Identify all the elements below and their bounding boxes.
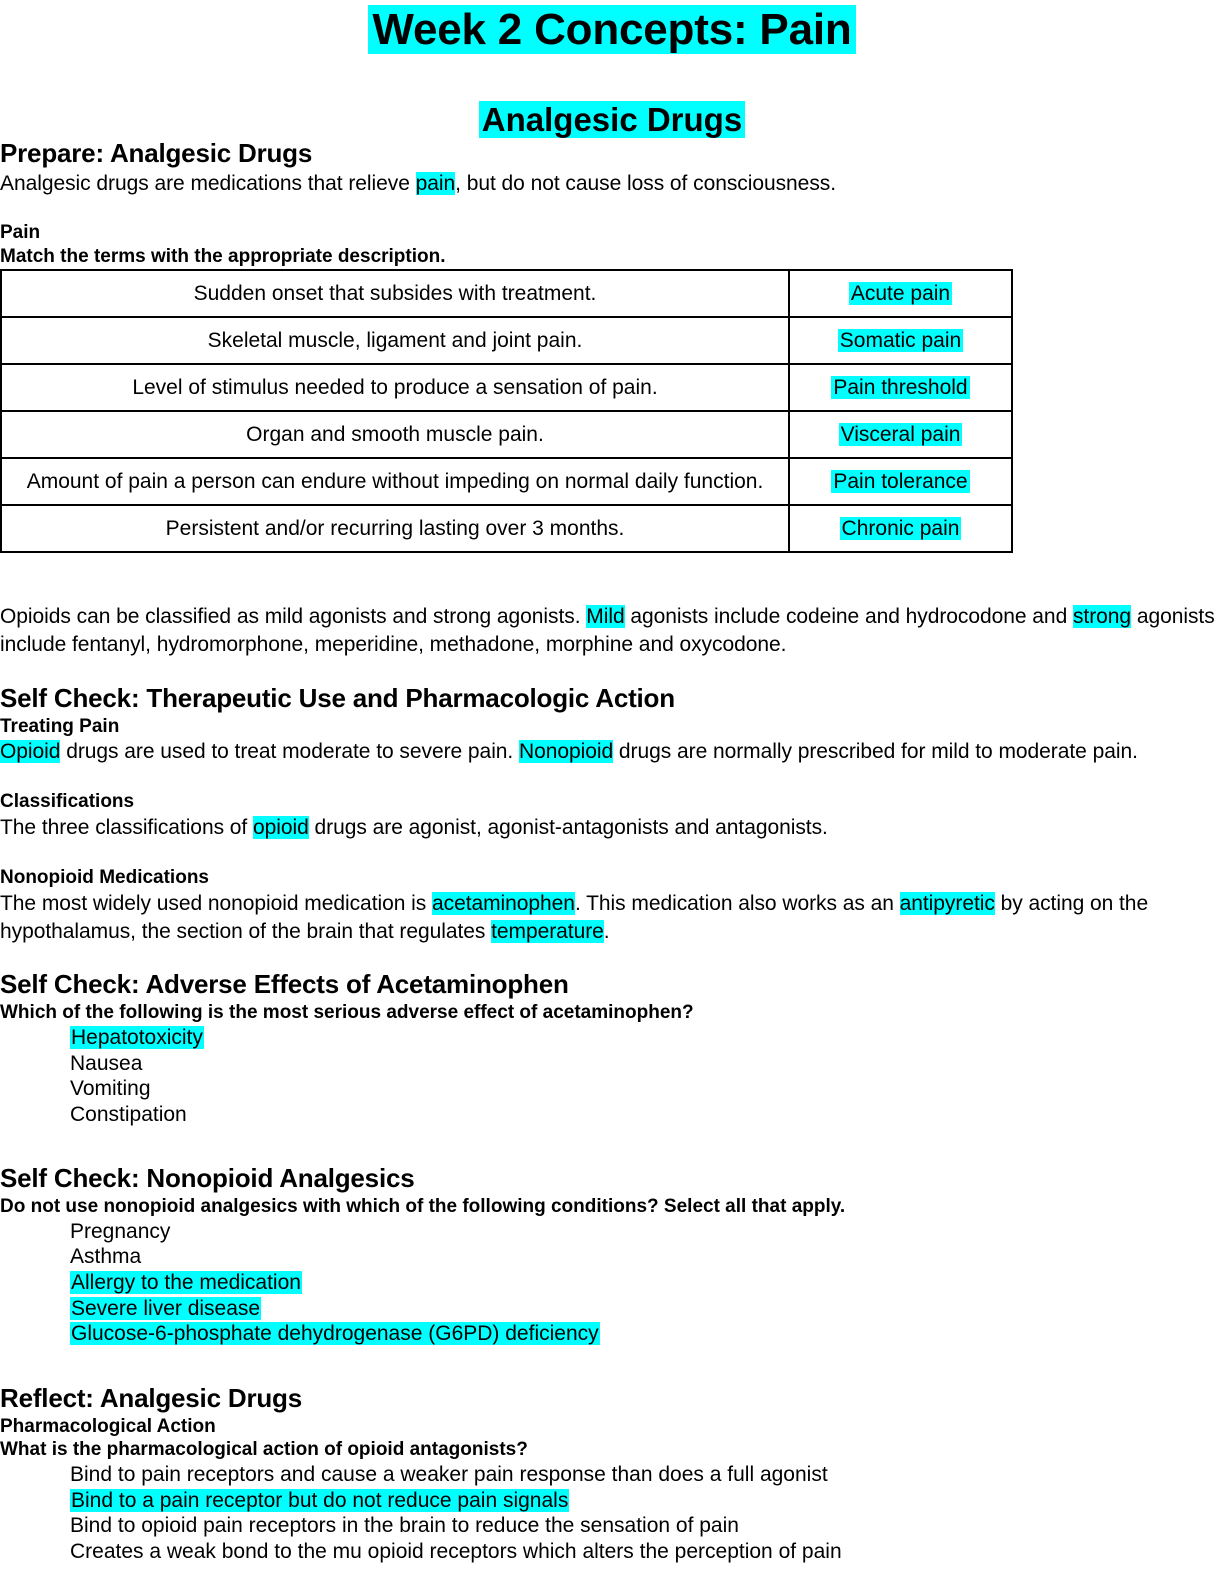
option-label: Bind to pain receptors and cause a weaker pain response than does a full agonist — [70, 1463, 828, 1487]
table-cell-description: Level of stimulus needed to produce a sensation of pain. — [1, 364, 789, 411]
spacer — [0, 1371, 1224, 1383]
spacer — [0, 1347, 1224, 1371]
option-label: Vomiting — [70, 1077, 151, 1101]
nonopioid-medications-subheading: Nonopioid Medications — [0, 866, 209, 888]
reflect-heading: Reflect: Analgesic Drugs — [0, 1382, 302, 1413]
option-label: Allergy to the medication — [71, 1271, 301, 1295]
option-label: Creates a weak bond to the mu opioid receptors which alters the perception of pain — [70, 1539, 842, 1563]
reflect-options-list — [0, 1462, 1224, 1564]
nonopioid-options-list — [0, 1219, 1224, 1347]
list-item[interactable] — [70, 1051, 1224, 1077]
option-label: Constipation — [70, 1102, 187, 1126]
table-row — [1, 505, 1012, 552]
nonopioid-part3: by acting on the hypothalamus, the section of the brain that regulates — [0, 891, 1149, 943]
table-cell-description: Organ and smooth muscle pain. — [1, 411, 789, 458]
reflect-question: What is the pharmacological action of opioid antagonists? — [0, 1439, 528, 1461]
option-label: Pregnancy — [70, 1219, 171, 1243]
nonopioid-medications-paragraph — [0, 890, 1224, 946]
treating-pain-paragraph — [0, 738, 1224, 766]
list-item[interactable] — [70, 1462, 1224, 1488]
reflect-subheading: Pharmacological Action — [0, 1415, 216, 1437]
nonopioid-part2: . This medication also works as an — [574, 891, 900, 915]
list-item[interactable] — [70, 1076, 1224, 1102]
prepare-intro-paragraph — [0, 170, 1224, 198]
spacer — [0, 659, 1224, 683]
spacer — [0, 945, 1224, 969]
table-cell-term — [789, 458, 1012, 505]
treating-pain-part2: drugs are normally prescribed for mild to moderate pain. — [613, 740, 1138, 764]
prepare-intro-highlight: pain — [415, 171, 456, 195]
pain-label: Pain — [0, 222, 41, 244]
table-cell-description: Persistent and/or recurring lasting over 3 months. — [1, 505, 789, 552]
table-cell-description: Sudden onset that subsides with treatment. — [1, 270, 789, 317]
spacer — [0, 1127, 1224, 1151]
match-instruction: Match the terms with the appropriate description. — [0, 246, 446, 268]
self-check-adverse-heading: Self Check: Adverse Effects of Acetaminophen — [0, 969, 569, 1000]
prepare-heading: Prepare: Analgesic Drugs — [0, 137, 313, 168]
list-item[interactable] — [70, 1513, 1224, 1539]
term-text: Somatic pain — [839, 328, 962, 352]
opioid-highlight-mild: Mild — [586, 604, 625, 628]
opioid-highlight-strong: strong — [1072, 604, 1132, 628]
adverse-options-list — [0, 1025, 1224, 1127]
nonopioid-part4: . — [603, 919, 610, 943]
term-text: Visceral pain — [840, 422, 961, 446]
self-check-nonopioid-section — [0, 1163, 1224, 1347]
list-item[interactable] — [70, 1296, 1224, 1322]
nonopioid-highlight-temperature: temperature — [491, 919, 604, 943]
classifications-subheading: Classifications — [0, 791, 135, 813]
spacer — [0, 591, 1224, 603]
treating-pain-part1: drugs are used to treat moderate to severe pain. — [60, 740, 520, 764]
nonopioid-highlight-antipyretic: antipyretic — [899, 891, 995, 915]
list-item[interactable] — [70, 1321, 1224, 1347]
list-item[interactable] — [70, 1219, 1224, 1245]
term-text: Acute pain — [850, 281, 951, 305]
opioid-part3: agonists include fentanyl, hydromorphone, meperidine, methadone, morphine and oxycodone. — [0, 604, 1215, 656]
document-subtitle — [0, 54, 1224, 138]
classifications-paragraph — [0, 814, 1224, 842]
option-label: Bind to opioid pain receptors in the brain to reduce the sensation of pain — [70, 1514, 739, 1538]
prepare-intro-part2: , but do not cause loss of consciousness. — [455, 171, 836, 195]
spacer — [0, 842, 1224, 866]
list-item[interactable] — [70, 1539, 1224, 1565]
table-row — [1, 364, 1012, 411]
classifications-part2: drugs are agonist, agonist-antagonists and antagonists. — [308, 815, 828, 839]
treating-pain-highlight-opioid: Opioid — [0, 740, 61, 764]
table-row — [1, 458, 1012, 505]
reflect-section — [0, 1383, 1224, 1565]
table-cell-term — [789, 317, 1012, 364]
list-item[interactable] — [70, 1102, 1224, 1128]
classifications-highlight-opioid: opioid — [253, 815, 309, 839]
document-subtitle-text: Analgesic Drugs — [479, 101, 745, 138]
spacer — [0, 197, 1224, 221]
match-table-body — [1, 270, 1012, 552]
prepare-intro-part1: Analgesic drugs are medications that relieve — [0, 171, 416, 195]
adverse-question: Which of the following is the most serious adverse effect of acetaminophen? — [0, 1002, 694, 1024]
table-cell-description: Amount of pain a person can endure without impeding on normal daily function. — [1, 458, 789, 505]
table-cell-term — [789, 505, 1012, 552]
treating-pain-highlight-nonopioid: Nonopioid — [519, 740, 614, 764]
self-check-therapeutic-section — [0, 683, 1224, 946]
list-item[interactable] — [70, 1025, 1224, 1051]
self-check-nonopioid-heading: Self Check: Nonopioid Analgesics — [0, 1163, 415, 1194]
prepare-section — [0, 138, 1224, 659]
opioid-part2: agonists include codeine and hydrocodone and — [624, 604, 1073, 628]
option-label: Severe liver disease — [71, 1296, 261, 1320]
table-cell-term — [789, 411, 1012, 458]
list-item[interactable] — [70, 1488, 1224, 1514]
match-terms-table — [0, 269, 1013, 553]
table-row — [1, 270, 1012, 317]
document-title-text: Week 2 Concepts: Pain — [368, 5, 855, 54]
treating-pain-subheading: Treating Pain — [0, 715, 120, 737]
opioid-part1: Opioids can be classified as mild agonists and strong agonists. — [0, 604, 587, 628]
nonopioid-part1: The most widely used nonopioid medication is — [0, 891, 432, 915]
table-cell-term — [789, 270, 1012, 317]
option-label: Nausea — [70, 1051, 143, 1075]
spacer — [0, 766, 1224, 790]
term-text: Chronic pain — [841, 516, 960, 540]
table-cell-term — [789, 364, 1012, 411]
term-text: Pain threshold — [833, 375, 968, 399]
table-row — [1, 411, 1012, 458]
classifications-part1: The three classifications of — [0, 815, 254, 839]
spacer — [0, 553, 1224, 591]
document-title — [0, 0, 1224, 54]
nonopioid-question: Do not use nonopioid analgesics with which of the following conditions? Select all that apply. — [0, 1196, 846, 1218]
opioid-classification-paragraph — [0, 603, 1224, 659]
spacer — [0, 1151, 1224, 1163]
option-label: Glucose-6-phosphate dehydrogenase (G6PD) deficiency — [71, 1322, 599, 1346]
table-row — [1, 317, 1012, 364]
list-item[interactable] — [70, 1270, 1224, 1296]
term-text: Pain tolerance — [833, 469, 968, 493]
option-label: Hepatotoxicity — [71, 1025, 203, 1049]
self-check-adverse-section — [0, 969, 1224, 1127]
self-check-therapeutic-heading: Self Check: Therapeutic Use and Pharmacologic Action — [0, 682, 675, 713]
option-label: Asthma — [70, 1245, 142, 1269]
table-cell-description: Skeletal muscle, ligament and joint pain. — [1, 317, 789, 364]
nonopioid-highlight-acetaminophen: acetaminophen — [431, 891, 575, 915]
option-label: Bind to a pain receptor but do not reduce pain signals — [71, 1488, 569, 1512]
list-item[interactable] — [70, 1244, 1224, 1270]
